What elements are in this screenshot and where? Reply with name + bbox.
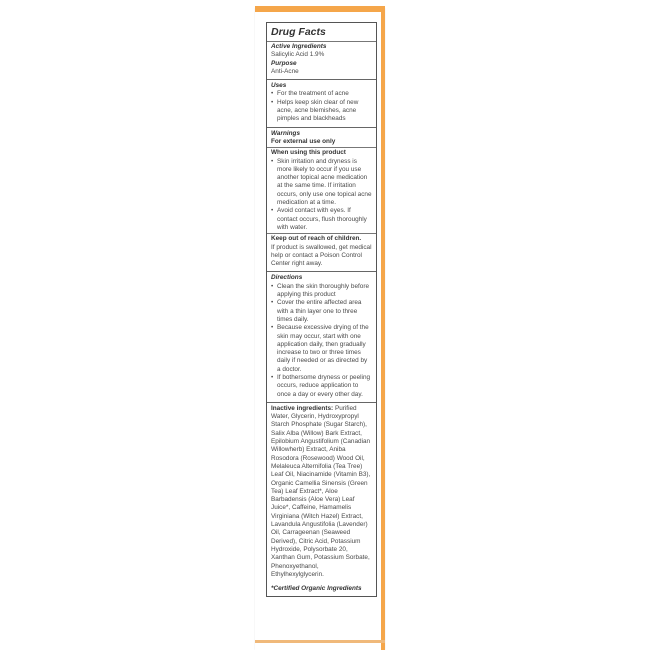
direction-item: • Clean the skin thoroughly before applying this product — [271, 283, 372, 300]
direction-item: • Because excessive drying of the skin may occur, start with one application daily, then gradually increase to two or three times daily if needed or as directed by a doctor. — [271, 324, 372, 374]
box-accent-bottom — [255, 640, 385, 643]
divider — [267, 147, 376, 148]
warning-item: • Avoid contact with eyes. If contact occurs, flush thoroughly with water. — [271, 207, 372, 232]
box-accent-right — [381, 8, 385, 650]
warnings-header: Warnings — [271, 129, 300, 137]
inactive-ingredients — [271, 405, 372, 579]
keep-out-text: Keep out of reach of children. — [271, 235, 362, 243]
active-ingredients-header: Active Ingredients — [271, 43, 327, 50]
inactive-section — [267, 403, 376, 597]
directions-section — [267, 272, 376, 402]
when-using-header: When using this product — [271, 149, 346, 157]
uses-item: • For the treatment of acne — [271, 90, 372, 98]
purpose-header: Purpose — [271, 59, 297, 67]
uses-header: Uses — [271, 82, 287, 90]
drug-facts-title: Drug Facts — [271, 26, 326, 38]
active-ingredient: Salicylic Acid 1.9% — [271, 51, 325, 59]
organic-footnote: *Certified Organic Ingredients — [271, 585, 362, 593]
divider — [267, 233, 376, 234]
directions-header: Directions — [271, 274, 303, 282]
inactive-label: Inactive ingredients: — [271, 404, 334, 412]
warning-item: • Skin irritation and dryness is more likely to occur if you use another topical acne medication at the same time. If irritation occurs, only use one topical acne medication at a time. — [271, 158, 372, 208]
box-accent-top — [255, 6, 385, 12]
uses-section — [267, 80, 376, 127]
direction-item: • Cover the entire affected area with a thin layer one to three times daily. — [271, 299, 372, 324]
external-use-text: For external use only — [271, 137, 336, 145]
warnings-section — [267, 128, 376, 273]
purpose-value: Anti-Acne — [271, 67, 299, 75]
uses-item: • Helps keep skin clear of new acne, acne blemishes, acne pimples and blackheads — [271, 99, 372, 124]
swallowed-text: If product is swallowed, get medical help or contact a Poison Control Center right away. — [271, 243, 372, 268]
inactive-text: Purified Water, Glycerin, Hydroxypropyl Starch Phosphate (Sugar Starch), Salix Alba (Willow) Bark Extract, Epilobium Angustifolium (Canadian Willowherb) Extract, Aniba Rosodora (Rosewood) Wood Oil, Melaleuca Alternifolia (Tea Tree) Leaf Oil, Niacinamide (Vitamin B3), Organic Camellia Sinensis (Green Tea) Leaf Extract*, Aloe Barbadensis (Aloe Vera) Leaf Juice*, Caffeine, Hamamelis Virginiana (Witch Hazel) Extract, Lavandula Angustifolia (Lavender) Oil, Carrageenan (Seaweed Derived), Citric Acid, Potassium Hydroxide, Polysorbate 20, Xanthan Gum, Potassium Sorbate, Phenoxyethanol, Ethylhexylglycerin. — [271, 404, 371, 578]
active-section — [267, 23, 376, 80]
divider — [267, 41, 376, 42]
drug-facts-panel — [266, 22, 377, 597]
direction-item: • If bothersome dryness or peeling occurs, reduce application to once a day or every other day. — [271, 374, 372, 399]
